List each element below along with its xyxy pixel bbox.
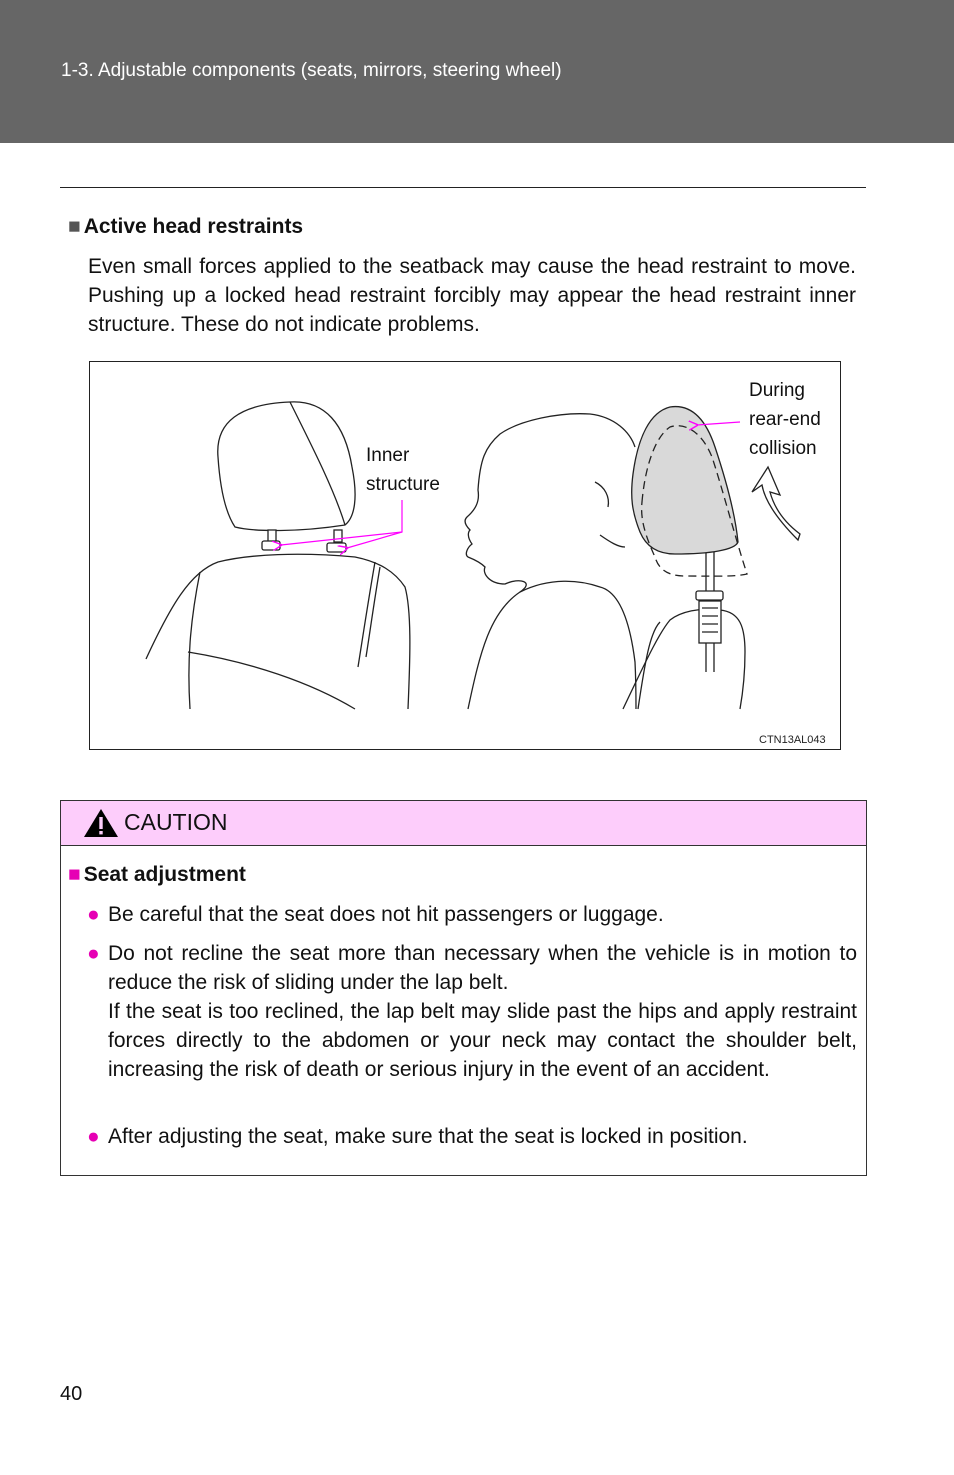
caution-bullet-3: ● After adjusting the seat, make sure that the seat is locked in position. bbox=[87, 1122, 857, 1151]
inner-structure-label: Inner structure bbox=[366, 445, 440, 495]
caution-title: CAUTION bbox=[124, 809, 228, 835]
divider bbox=[60, 187, 866, 188]
caution-heading-text: Seat adjustment bbox=[83, 863, 246, 886]
caution-header bbox=[61, 801, 866, 846]
square-bullet-icon: ■ bbox=[68, 215, 81, 238]
head-restraint-illustration bbox=[90, 362, 842, 751]
caution-bullet-1: ● Be careful that the seat does not hit passengers or luggage. bbox=[87, 900, 857, 929]
head-restraint-figure bbox=[89, 361, 841, 750]
header-band bbox=[0, 0, 954, 143]
page-number: 40 bbox=[60, 1383, 83, 1405]
caution-bullet-2: ● Do not recline the seat more than necessary when the vehicle is in motion to reduce the risk of sliding under the lap belt. If the seat is too reclined, the lap belt may slide past the hips and apply restraint forces directly to the abdomen or your neck may contact the shoulder belt, increasing the risk of death or serious injury in the event of an accident. bbox=[87, 939, 857, 1084]
circle-bullet-icon: ● bbox=[87, 942, 100, 965]
square-bullet-icon: ■ bbox=[68, 863, 81, 886]
circle-bullet-icon: ● bbox=[87, 1125, 100, 1148]
rear-end-collision-label: During rear-end collision bbox=[749, 380, 821, 459]
caution-box bbox=[60, 800, 867, 1176]
figure-code: CTN13AL043 bbox=[759, 734, 826, 746]
warning-triangle-icon bbox=[83, 808, 119, 838]
caution-heading bbox=[68, 863, 246, 887]
section-heading bbox=[68, 215, 303, 239]
section-body: Even small forces applied to the seatback may cause the head restraint to move. Pushing up a locked head restraint forcibly may appear the head restraint inner structure. These do not indicate problems. bbox=[88, 255, 856, 336]
section-heading-text: Active head restraints bbox=[83, 215, 304, 238]
circle-bullet-icon: ● bbox=[87, 903, 100, 926]
chapter-title: 1-3. Adjustable components (seats, mirrors, steering wheel) bbox=[61, 60, 562, 81]
